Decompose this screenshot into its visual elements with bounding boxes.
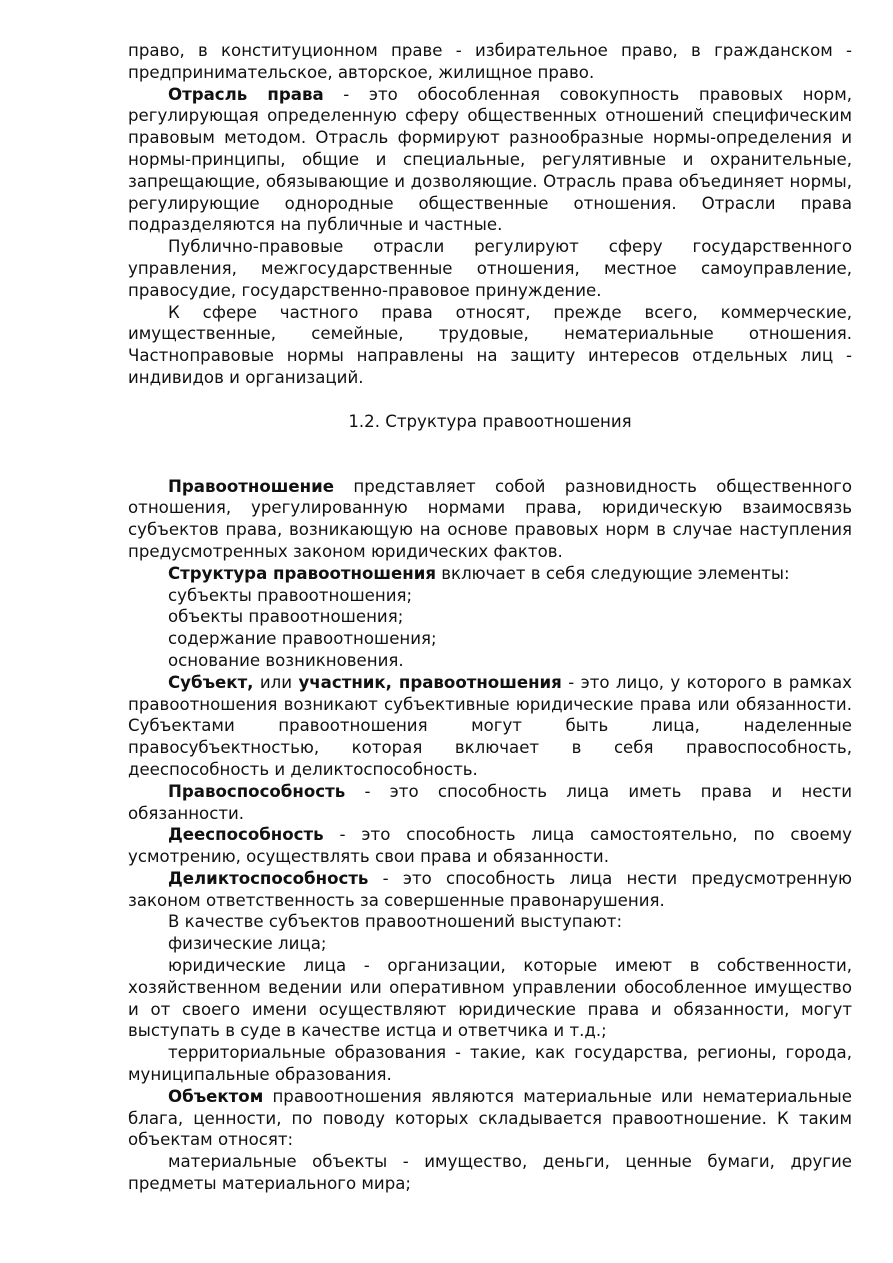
list-item: содержание правоотношения;	[168, 629, 437, 649]
paragraph-capacity: Правоспособность - это способность лица иметь права и нести обязанности.	[128, 781, 852, 823]
list-item: физические лица;	[168, 934, 327, 954]
term-object: Объектом	[168, 1086, 264, 1106]
list-item: юридические лица - организации, которые имеют в собственности, хозяйственном ведении или оперативном управлении обособленное имущество и от своего имени осуществляют юридические права и обязанности, могут выступать в суде в качестве истца и ответчика и т.д.;	[128, 956, 852, 1041]
list-item: территориальные образования - такие, как государства, регионы, города, муниципальные образования.	[128, 1043, 852, 1085]
list-item: основание возникновения.	[168, 650, 404, 670]
paragraph-structure: Структура правоотношения включает в себя следующие элементы:	[168, 563, 790, 583]
paragraph-legal-relation: Правоотношение представляет собой разновидность общественного отношения, урегулированную нормами права, юридическую взаимосвязь субъектов права, возникающую на основе правовых норм в случае наступления предусмотренных законом юридических фактов.	[128, 476, 852, 561]
paragraph-continuation: право, в конституционном праве - избирательное право, в гражданском - предпринимательское, авторское, жилищное право.	[128, 41, 852, 82]
term-branch-of-law: Отрасль права	[168, 84, 324, 104]
paragraph-object: Объектом правоотношения являются материальные или нематериальные блага, ценности, по поводу которых складывается правоотношение. К таким объектам относят:	[128, 1086, 852, 1150]
term-subject: Субъект,	[168, 672, 254, 692]
list-item: объекты правоотношения;	[168, 607, 404, 627]
paragraph-subjects-intro: В качестве субъектов правоотношений выступают:	[168, 912, 623, 932]
paragraph-branch-of-law: Отрасль права - это обособленная совокупность правовых норм, регулирующая определенную сферу общественных отношений специфическим правовым методом. Отрасль формируют разнообразные нормы-определения и нормы-принципы, общие и специальные, регулятивные и охранительные, запрещающие, обязывающие и дозволяющие. Отрасль права объединяет нормы, регулирующие однородные общественные отношения. Отрасли права подразделяются на публичные и частные.	[128, 84, 852, 235]
term-delict-capacity: Деликтоспособность	[168, 868, 369, 888]
paragraph-legal-capacity: Дееспособность - это способность лица самостоятельно, по своему усмотрению, осуществлять свои права и обязанности.	[128, 825, 852, 867]
paragraph-public-law: Публично-правовые отрасли регулируют сферу государственного управления, межгосударственные отношения, местное самоуправление, правосудие, государственно-правовое принуждение.	[128, 237, 852, 300]
paragraph-subject: Субъект, или участник, правоотношения - это лицо, у которого в рамках правоотношения возникают субъективные юридические права или обязанности. Субъектами правоотношения могут быть лица, наделенные правосубъектностью, которая включает в себя правоспособность, дееспособность и деликтоспособность.	[128, 672, 852, 779]
term-structure: Структура правоотношения	[168, 563, 436, 583]
term-participant: участник, правоотношения	[298, 672, 562, 692]
list-item: материальные объекты - имущество, деньги, ценные бумаги, другие предметы материального мира;	[128, 1152, 852, 1194]
term-capacity: Правоспособность	[168, 781, 346, 801]
document-page	[128, 40, 852, 1195]
term-legal-capacity: Дееспособность	[168, 825, 324, 845]
section-heading: 1.2. Структура правоотношения	[348, 411, 632, 431]
paragraph-private-law: К сфере частного права относят, прежде всего, коммерческие, имущественные, семейные, трудовые, нематериальные отношения. Частноправовые нормы направлены на защиту интересов отдельных лиц - индивидов и организаций.	[128, 302, 852, 387]
list-item: субъекты правоотношения;	[168, 585, 413, 605]
paragraph-delict-capacity: Деликтоспособность - это способность лица нести предусмотренную законом ответственность за совершенные правонарушения.	[128, 868, 852, 910]
term-legal-relation: Правоотношение	[168, 476, 334, 496]
